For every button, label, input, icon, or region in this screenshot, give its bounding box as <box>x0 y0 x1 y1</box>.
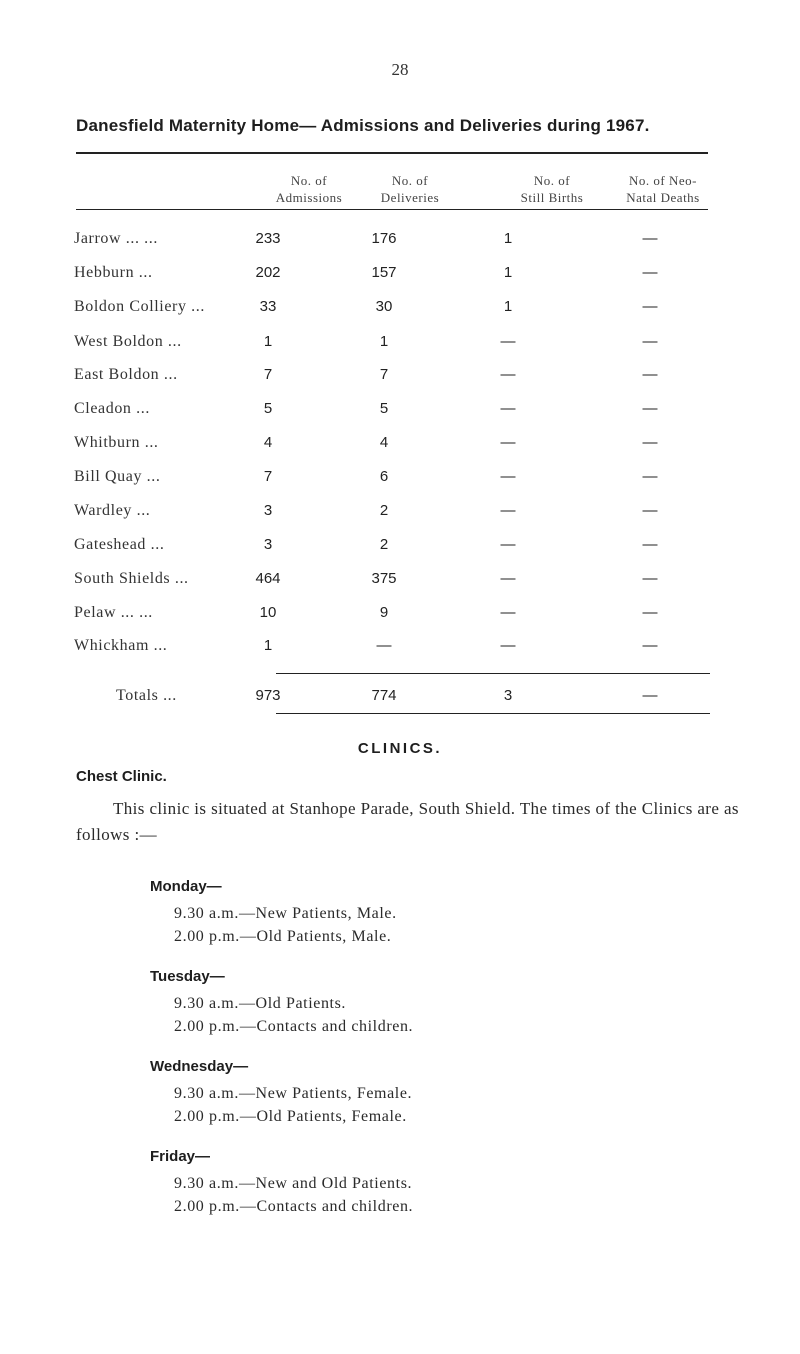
header-deliveries-line2: Deliveries <box>380 190 440 205</box>
header-deliveries <box>335 172 485 206</box>
row-admissions: 7 <box>263 468 273 485</box>
row-admissions: 3 <box>263 502 273 519</box>
table-row <box>0 230 800 256</box>
row-place: Pelaw ... ... <box>74 604 153 621</box>
row-deliveries: — <box>376 637 392 654</box>
row-neo-natal-deaths: — <box>642 366 658 383</box>
schedule-tuesday <box>150 968 650 1038</box>
table-row <box>0 468 800 494</box>
header-still-births-line1: No. of <box>533 173 571 188</box>
table-row <box>0 264 800 290</box>
session-time: 9.30 a.m.—New Patients, Male. <box>174 905 397 922</box>
session-time: 2.00 p.m.—Old Patients, Female. <box>174 1108 407 1125</box>
row-admissions: 1 <box>263 637 273 654</box>
table-top-rule <box>76 152 708 154</box>
totals-deliveries: 774 <box>371 687 397 704</box>
header-neo-natal-deaths-line1: No. of Neo- <box>629 173 697 188</box>
totals-row <box>0 687 800 713</box>
row-still-births: 1 <box>503 230 513 247</box>
row-neo-natal-deaths: — <box>642 400 658 417</box>
table-row <box>0 570 800 596</box>
table-row <box>0 637 800 663</box>
row-place: Gateshead ... <box>74 536 165 553</box>
day-label: Monday— <box>150 878 222 895</box>
row-admissions: 233 <box>255 230 281 247</box>
session-time: 2.00 p.m.—Contacts and children. <box>174 1018 414 1035</box>
row-still-births: — <box>500 366 516 383</box>
table-row <box>0 536 800 562</box>
row-neo-natal-deaths: — <box>642 536 658 553</box>
row-neo-natal-deaths: — <box>642 333 658 350</box>
row-deliveries: 176 <box>371 230 397 247</box>
row-still-births: — <box>500 400 516 417</box>
schedule-friday <box>150 1148 650 1218</box>
chest-clinic-subheading: Chest Clinic. <box>76 768 167 785</box>
row-deliveries: 9 <box>379 604 389 621</box>
row-neo-natal-deaths: — <box>642 264 658 281</box>
clinic-paragraph: This clinic is situated at Stanhope Parade, South Shield. The times of the Clinics are as follows :— <box>76 799 739 844</box>
row-deliveries: 2 <box>379 536 389 553</box>
row-deliveries: 1 <box>379 333 389 350</box>
table-row <box>0 434 800 460</box>
day-label: Tuesday— <box>150 968 225 985</box>
row-neo-natal-deaths: — <box>642 637 658 654</box>
row-deliveries: 6 <box>379 468 389 485</box>
row-place: West Boldon ... <box>74 333 182 350</box>
session-time: 9.30 a.m.—Old Patients. <box>174 995 347 1012</box>
table-row <box>0 604 800 630</box>
schedule-wednesday <box>150 1058 650 1128</box>
header-still-births-line2: Still Births <box>520 190 584 205</box>
session-time: 2.00 p.m.—Contacts and children. <box>174 1198 414 1215</box>
totals-admissions: 973 <box>255 687 281 704</box>
row-admissions: 5 <box>263 400 273 417</box>
session-time: 9.30 a.m.—New and Old Patients. <box>174 1175 413 1192</box>
row-still-births: — <box>500 604 516 621</box>
session-time: 2.00 p.m.—Old Patients, Male. <box>174 928 392 945</box>
table-row <box>0 298 800 324</box>
session-time: 9.30 a.m.—New Patients, Female. <box>174 1085 413 1102</box>
row-place: Boldon Colliery ... <box>74 298 205 315</box>
row-neo-natal-deaths: — <box>642 434 658 451</box>
row-still-births: — <box>500 502 516 519</box>
report-title: Danesfield Maternity Home— Admissions and Deliveries during 1967. <box>76 116 650 135</box>
row-still-births: 1 <box>503 298 513 315</box>
row-still-births: — <box>500 637 516 654</box>
row-deliveries: 5 <box>379 400 389 417</box>
header-admissions-line2: Admissions <box>275 190 343 205</box>
row-admissions: 202 <box>255 264 281 281</box>
row-deliveries: 157 <box>371 264 397 281</box>
row-deliveries: 375 <box>371 570 397 587</box>
row-neo-natal-deaths: — <box>642 604 658 621</box>
row-neo-natal-deaths: — <box>642 502 658 519</box>
row-deliveries: 30 <box>375 298 393 315</box>
row-admissions: 10 <box>259 604 277 621</box>
row-neo-natal-deaths: — <box>642 298 658 315</box>
row-still-births: 1 <box>503 264 513 281</box>
row-place: Whitburn ... <box>74 434 159 451</box>
row-deliveries: 7 <box>379 366 389 383</box>
table-row <box>0 333 800 359</box>
row-still-births: — <box>500 570 516 587</box>
header-bottom-rule <box>76 209 708 210</box>
header-admissions-line1: No. of <box>290 173 328 188</box>
row-deliveries: 4 <box>379 434 389 451</box>
row-place: Hebburn ... <box>74 264 153 281</box>
header-neo-natal-deaths-line2: Natal Deaths <box>626 190 700 205</box>
row-place: Whickham ... <box>74 637 168 654</box>
row-neo-natal-deaths: — <box>642 468 658 485</box>
row-admissions: 464 <box>255 570 281 587</box>
row-deliveries: 2 <box>379 502 389 519</box>
row-still-births: — <box>500 333 516 350</box>
row-admissions: 4 <box>263 434 273 451</box>
row-place: East Boldon ... <box>74 366 178 383</box>
row-still-births: — <box>500 536 516 553</box>
header-deliveries-line1: No. of <box>391 173 429 188</box>
row-neo-natal-deaths: — <box>642 230 658 247</box>
row-still-births: — <box>500 468 516 485</box>
table-row <box>0 366 800 392</box>
table-row <box>0 502 800 528</box>
row-place: Wardley ... <box>74 502 151 519</box>
totals-label: Totals ... <box>116 687 177 704</box>
day-label: Wednesday— <box>150 1058 249 1075</box>
row-place: Bill Quay ... <box>74 468 161 485</box>
header-neo-natal-deaths <box>588 172 738 206</box>
row-admissions: 7 <box>263 366 273 383</box>
totals-bottom-rule <box>276 713 710 714</box>
row-place: Jarrow ... ... <box>74 230 158 247</box>
row-admissions: 1 <box>263 333 273 350</box>
row-place: Cleadon ... <box>74 400 150 417</box>
clinics-heading: CLINICS. <box>357 740 443 757</box>
row-place: South Shields ... <box>74 570 189 587</box>
page-number: 28 <box>391 60 409 79</box>
totals-neo-natal-deaths: — <box>642 687 658 704</box>
totals-still-births: 3 <box>503 687 513 704</box>
table-row <box>0 400 800 426</box>
row-admissions: 33 <box>259 298 277 315</box>
day-label: Friday— <box>150 1148 211 1165</box>
row-admissions: 3 <box>263 536 273 553</box>
row-neo-natal-deaths: — <box>642 570 658 587</box>
schedule-monday <box>150 878 650 948</box>
totals-top-rule <box>276 673 710 674</box>
row-still-births: — <box>500 434 516 451</box>
